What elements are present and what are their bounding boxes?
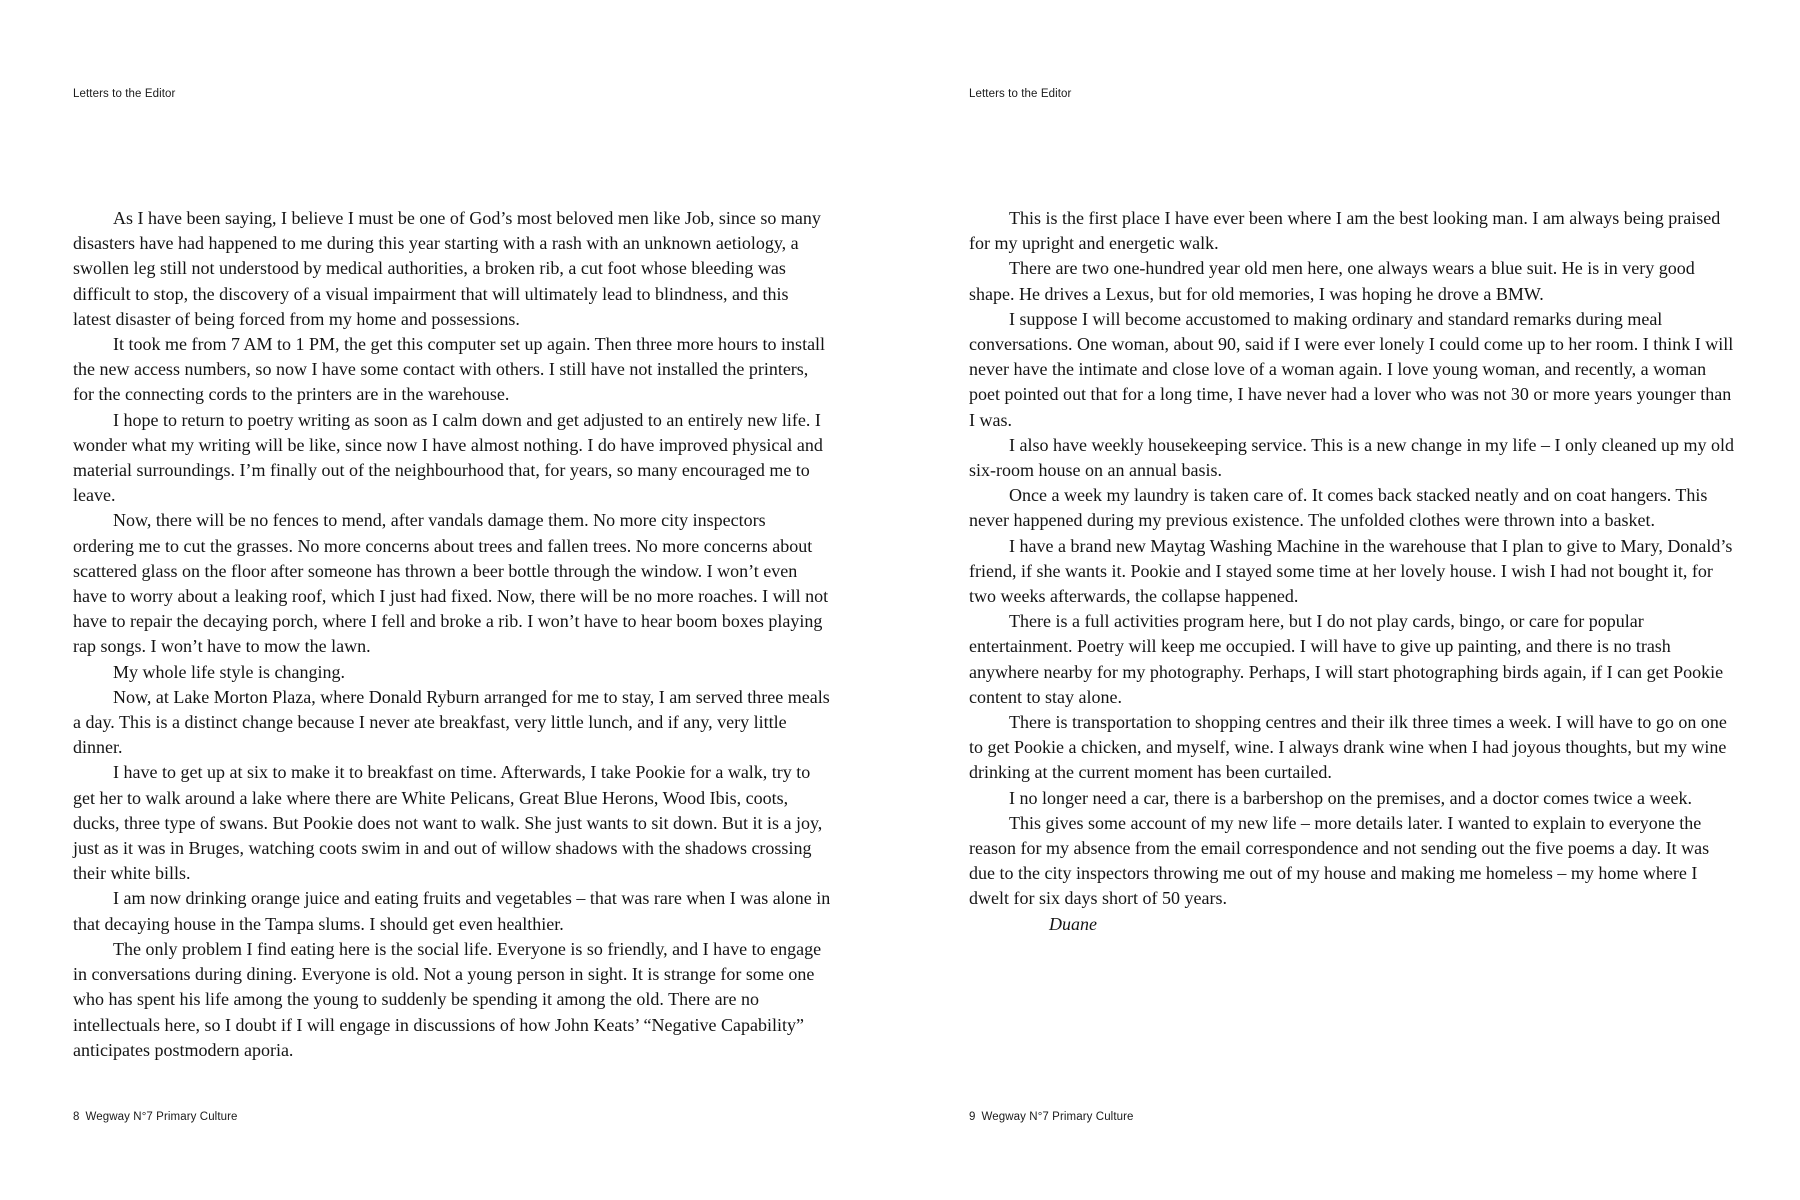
paragraph: As I have been saying, I believe I must be one of God’s most beloved men like Job, since so many disasters have had happened to me during this year starting with a rash with an unknown aetiology, a swollen leg still not understood by medical authorities, a broken rib, a cut foot whose bleeding was difficult to stop, the discovery of a visual impairment that will ultimately lead to blindness, and this latest disaster of being forced from my home and possessions. bbox=[73, 208, 821, 329]
paragraph: Once a week my laundry is taken care of. It comes back stacked neatly and on coat hangers. This never happened during my previous existence. The unfolded clothes were thrown into a basket. bbox=[969, 485, 1708, 531]
page-number: 9 bbox=[969, 1111, 976, 1123]
paragraph: There are two one-hundred year old men here, one always wears a blue suit. He is in very good shape. He drives a Lexus, but for old memories, I was hoping he drove a BMW. bbox=[969, 258, 1695, 304]
publication-name: Wegway N°7 Primary Culture bbox=[981, 1111, 1134, 1123]
publication-name: Wegway N°7 Primary Culture bbox=[85, 1111, 238, 1123]
signature: Duane bbox=[1049, 913, 1097, 934]
paragraph: This is the first place I have ever been where I am the best looking man. I am always being praised for my upright and energetic walk. bbox=[969, 208, 1721, 254]
paragraph: Now, at Lake Morton Plaza, where Donald Ryburn arranged for me to stay, I am served three meals a day. This is a distinct change because I never ate breakfast, very little lunch, and if any, very little dinner. bbox=[73, 686, 830, 758]
right-page bbox=[900, 0, 1800, 1200]
letter-body bbox=[73, 206, 831, 1063]
paragraph: I am now drinking orange juice and eating fruits and vegetables – that was rare when I was alone in that decaying house in the Tampa slums. I should get even healthier. bbox=[73, 888, 831, 934]
paragraph: This gives some account of my new life – more details later. I wanted to explain to everyone the reason for my absence from the email correspondence and not sending out the five poems a day. It was due to the city inspectors throwing me out of my house and making me homeless – my home where I dwelt for six days short of 50 years. bbox=[969, 812, 1710, 909]
running-head: Letters to the Editor bbox=[969, 88, 1072, 100]
paragraph: Now, there will be no fences to mend, after vandals damage them. No more city inspectors ordering me to cut the grasses. No more concerns about trees and fallen trees. No more concerns about scattered glass on the floor after someone has thrown a beer bottle through the window. I won’t even have to worry about a leaking roof, which I just had fixed. Now, there will be no more roaches. I will not have to repair the decaying porch, where I fell and broke a rib. I won’t have to hear boom boxes playing rap songs. I won’t have to mow the lawn. bbox=[73, 510, 829, 657]
page-number: 8 bbox=[73, 1111, 80, 1123]
running-head: Letters to the Editor bbox=[73, 88, 176, 100]
folio bbox=[969, 1111, 1134, 1123]
paragraph: I also have weekly housekeeping service. This is a new change in my life – I only cleaned up my old six-room house on an annual basis. bbox=[969, 434, 1734, 481]
letter-body bbox=[969, 206, 1739, 937]
paragraph: There is transportation to shopping centres and their ilk three times a week. I will have to go on one to get Pookie a chicken, and myself, wine. I always drank wine when I had joyous thoughts, but my wine drinking at the current moment has been curtailed. bbox=[969, 712, 1727, 783]
paragraph: I have a brand new Maytag Washing Machine in the warehouse that I plan to give to Mary, Donald’s friend, if she wants it. Pookie and I stayed some time at her lovely house. I wish I had not bought it, for two weeks afterwards, the collapse happened. bbox=[969, 535, 1733, 607]
paragraph: I no longer need a car, there is a barbershop on the premises, and a doctor comes twice a week. bbox=[1009, 787, 1693, 808]
paragraph: It took me from 7 AM to 1 PM, the get this computer set up again. Then three more hours to install the new access numbers, so now I have some contact with others. I still have not installed the printers, for the connecting cords to the printers are in the warehouse. bbox=[73, 334, 826, 405]
paragraph: The only problem I find eating here is the social life. Everyone is so friendly, and I have to engage in conversations during dining. Everyone is old. Not a young person in sight. It is strange for some one who has spent his life among the young to suddenly be spending it among the old. There are no intellectuals here, so I doubt if I will engage in discussions of how John Keats’ “Negative Capability” anticipates postmodern aporia. bbox=[73, 938, 822, 1060]
paragraph: There is a full activities program here, but I do not play cards, bingo, or care for popular entertainment. Poetry will keep me occupied. I will have to give up painting, and there is no trash anywhere nearby for my photography. Perhaps, I will start photographing birds again, if I can get Pookie content to stay alone. bbox=[969, 611, 1724, 707]
paragraph: I have to get up at six to make it to breakfast on time. Afterwards, I take Pookie for a walk, try to get her to walk around a lake where there are White Pelicans, Great Blue Herons, Wood Ibis, coots, ducks, three type of swans. But Pookie does not want to walk. She just wants to sit down. But it is a joy, just as it was in Bruges, watching coots swim in and out of willow shadows with the shadows crossing their white bills. bbox=[73, 762, 823, 884]
paragraph: I suppose I will become accustomed to making ordinary and standard remarks during meal conversations. One woman, about 90, said if I were ever lonely I could come up to her room. I think I will never have the intimate and close love of a woman again. I love young woman, and recently, a woman poet pointed out that for a long time, I have never had a lover who was not 30 or more years younger than I was. bbox=[969, 308, 1734, 430]
paragraph: My whole life style is changing. bbox=[113, 661, 345, 682]
paragraph: I hope to return to poetry writing as soon as I calm down and get adjusted to an entirely new life. I wonder what my writing will be like, since now I have almost nothing. I do have improved physical and material surroundings. I’m finally out of the neighbourhood that, for years, so many encouraged me to leave. bbox=[73, 409, 823, 506]
folio bbox=[73, 1111, 238, 1123]
